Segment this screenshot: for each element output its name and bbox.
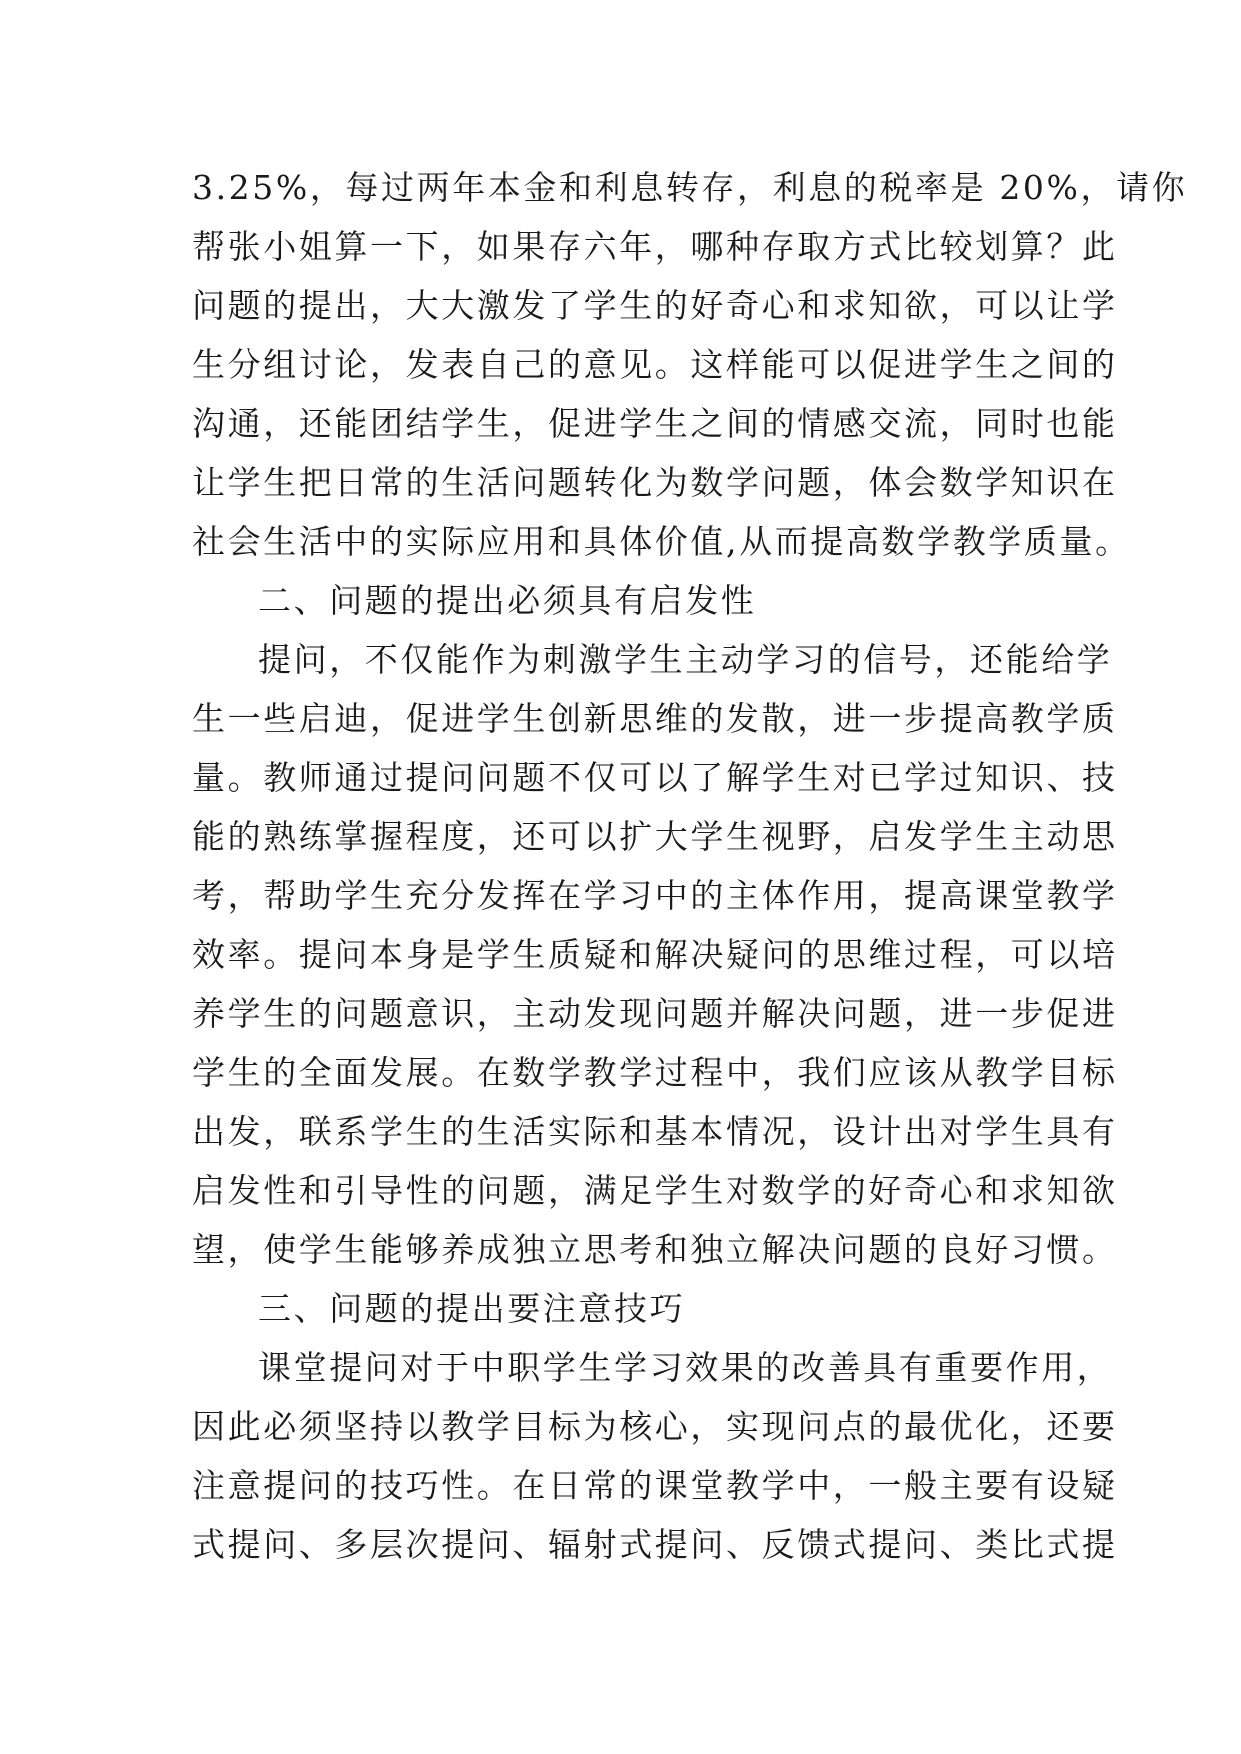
text-line: 因此必须坚持以教学目标为核心，实现问点的最优化，还要 xyxy=(192,1407,1118,1446)
text-line: 启发性和引导性的问题，满足学生对数学的好奇心和求知欲 xyxy=(192,1171,1118,1210)
text-line: 出发，联系学生的生活实际和基本情况，设计出对学生具有 xyxy=(192,1112,1118,1151)
text-line: 生一些启迪，促进学生创新思维的发散，进一步提高教学质 xyxy=(192,699,1118,738)
section-heading: 三、问题的提出要注意技巧 xyxy=(258,1289,686,1328)
text-line: 量。教师通过提问问题不仅可以了解学生对已学过知识、技 xyxy=(192,758,1118,797)
text-line: 帮张小姐算一下，如果存六年，哪种存取方式比较划算？此 xyxy=(192,227,1118,266)
text-line: 课堂提问对于中职学生学习效果的改善具有重要作用， xyxy=(258,1348,1113,1387)
section-heading: 二、问题的提出必须具有启发性 xyxy=(258,581,757,620)
text-line: 让学生把日常的生活问题转化为数学问题，体会数学知识在 xyxy=(192,463,1118,502)
text-line: 注意提问的技巧性。在日常的课堂教学中，一般主要有设疑 xyxy=(192,1466,1118,1505)
text-line: 能的熟练掌握程度，还可以扩大学生视野，启发学生主动思 xyxy=(192,817,1118,856)
document-body xyxy=(192,158,1188,1574)
text-line: 式提问、多层次提问、辐射式提问、反馈式提问、类比式提 xyxy=(192,1525,1118,1564)
text-line: 社会生活中的实际应用和具体价值,从而提高数学教学质量。 xyxy=(192,522,1131,561)
text-line: 望，使学生能够养成独立思考和独立解决问题的良好习惯。 xyxy=(192,1230,1118,1269)
text-line: 3.25%，每过两年本金和利息转存，利息的税率是 20%，请你 xyxy=(192,168,1188,207)
text-line: 问题的提出，大大激发了学生的好奇心和求知欲，可以让学 xyxy=(192,286,1118,325)
text-line: 沟通，还能团结学生，促进学生之间的情感交流，同时也能 xyxy=(192,404,1118,443)
text-line: 效率。提问本身是学生质疑和解决疑问的思维过程，可以培 xyxy=(192,935,1118,974)
text-line: 考，帮助学生充分发挥在学习中的主体作用，提高课堂教学 xyxy=(192,876,1118,915)
text-line: 提问，不仅能作为刺激学生主动学习的信号，还能给学 xyxy=(258,640,1113,679)
text-line: 养学生的问题意识，主动发现问题并解决问题，进一步促进 xyxy=(192,994,1118,1033)
text-line: 学生的全面发展。在数学教学过程中，我们应该从教学目标 xyxy=(192,1053,1118,1092)
text-line: 生分组讨论，发表自己的意见。这样能可以促进学生之间的 xyxy=(192,345,1118,384)
